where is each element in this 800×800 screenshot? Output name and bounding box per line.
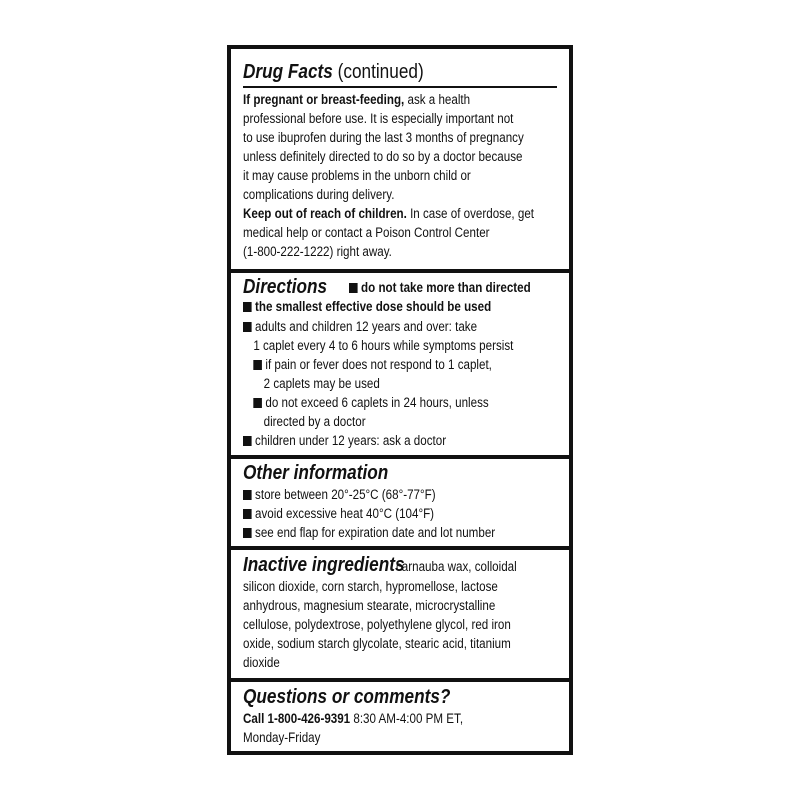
bullet-square-icon xyxy=(243,302,252,312)
bullet-square-icon xyxy=(349,283,358,293)
section-divider xyxy=(231,678,569,682)
pregnancy-warning-line: it may cause problems in the unborn child or xyxy=(243,168,471,183)
inactive-ingredients-title: Inactive ingredients xyxy=(243,554,405,576)
other-info-item: store between 20°-25°C (68°-77°F) xyxy=(243,486,518,504)
questions-title: Questions or comments? xyxy=(243,686,451,708)
inactive-ingredients-line: oxide, sodium starch glycolate, stearic acid, titanium xyxy=(243,636,511,651)
questions-phone-line: Call 1-800-426-9391 8:30 AM-4:00 PM ET, xyxy=(243,711,464,726)
inactive-ingredients-line: cellulose, polydextrose, polyethylene glycol, red iron xyxy=(243,617,511,632)
bullet-square-icon xyxy=(243,322,252,332)
pregnancy-warning-line: to use ibuprofen during the last 3 months of pregnancy xyxy=(243,130,524,145)
inactive-ingredients-line: silicon dioxide, corn starch, hypromellose, lactose xyxy=(243,579,498,594)
bullet-square-icon xyxy=(243,528,252,538)
directions-subitem-cont: directed by a doctor xyxy=(263,414,366,429)
bullet-square-icon xyxy=(253,398,262,408)
section-divider xyxy=(231,269,569,273)
section-divider xyxy=(231,546,569,550)
inactive-ingredients-line: dioxide xyxy=(243,655,280,670)
bullet-square-icon xyxy=(243,509,252,519)
directions-item: the smallest effective dose should be used xyxy=(243,298,518,316)
directions-item: do not take more than directed xyxy=(349,279,533,297)
directions-subitem: if pain or fever does not respond to 1 caplet, xyxy=(243,356,518,374)
bullet-square-icon xyxy=(243,490,252,500)
directions-item-cont: 1 caplet every 4 to 6 hours while symptoms persist xyxy=(253,338,514,353)
children-warning-line: (1-800-222-1222) right away. xyxy=(243,244,392,259)
directions-subitem-cont: 2 caplets may be used xyxy=(263,376,380,391)
pregnancy-warning-line: professional before use. It is especially important not xyxy=(243,111,514,126)
children-warning-line: Keep out of reach of children. In case of overdose, get xyxy=(243,206,535,221)
directions-title: Directions xyxy=(243,276,328,298)
bullet-square-icon xyxy=(243,436,252,446)
inactive-ingredients-line: anhydrous, magnesium stearate, microcrystalline xyxy=(243,598,496,613)
questions-days-line: Monday-Friday xyxy=(243,730,321,745)
pregnancy-warning-line: complications during delivery. xyxy=(243,187,395,202)
pregnancy-warning-line: unless definitely directed to do so by a doctor because xyxy=(243,149,523,164)
other-info-item: avoid excessive heat 40°C (104°F) xyxy=(243,505,518,523)
title-underline xyxy=(243,86,557,88)
other-information-title: Other information xyxy=(243,462,389,484)
pregnancy-warning-line: If pregnant or breast-feeding, ask a health xyxy=(243,92,471,107)
inactive-ingredients-line: carnauba wax, colloidal xyxy=(396,559,517,574)
children-warning-line: medical help or contact a Poison Control Center xyxy=(243,225,490,240)
directions-subitem: do not exceed 6 caplets in 24 hours, unless xyxy=(243,394,518,412)
directions-item: adults and children 12 years and over: take xyxy=(243,318,518,336)
other-info-item: see end flap for expiration date and lot number xyxy=(243,524,518,542)
section-divider xyxy=(231,455,569,459)
drug-facts-panel xyxy=(227,45,573,755)
directions-item: children under 12 years: ask a doctor xyxy=(243,432,518,450)
bullet-square-icon xyxy=(253,360,262,370)
drug-facts-title: Drug Facts (continued) xyxy=(243,61,424,83)
